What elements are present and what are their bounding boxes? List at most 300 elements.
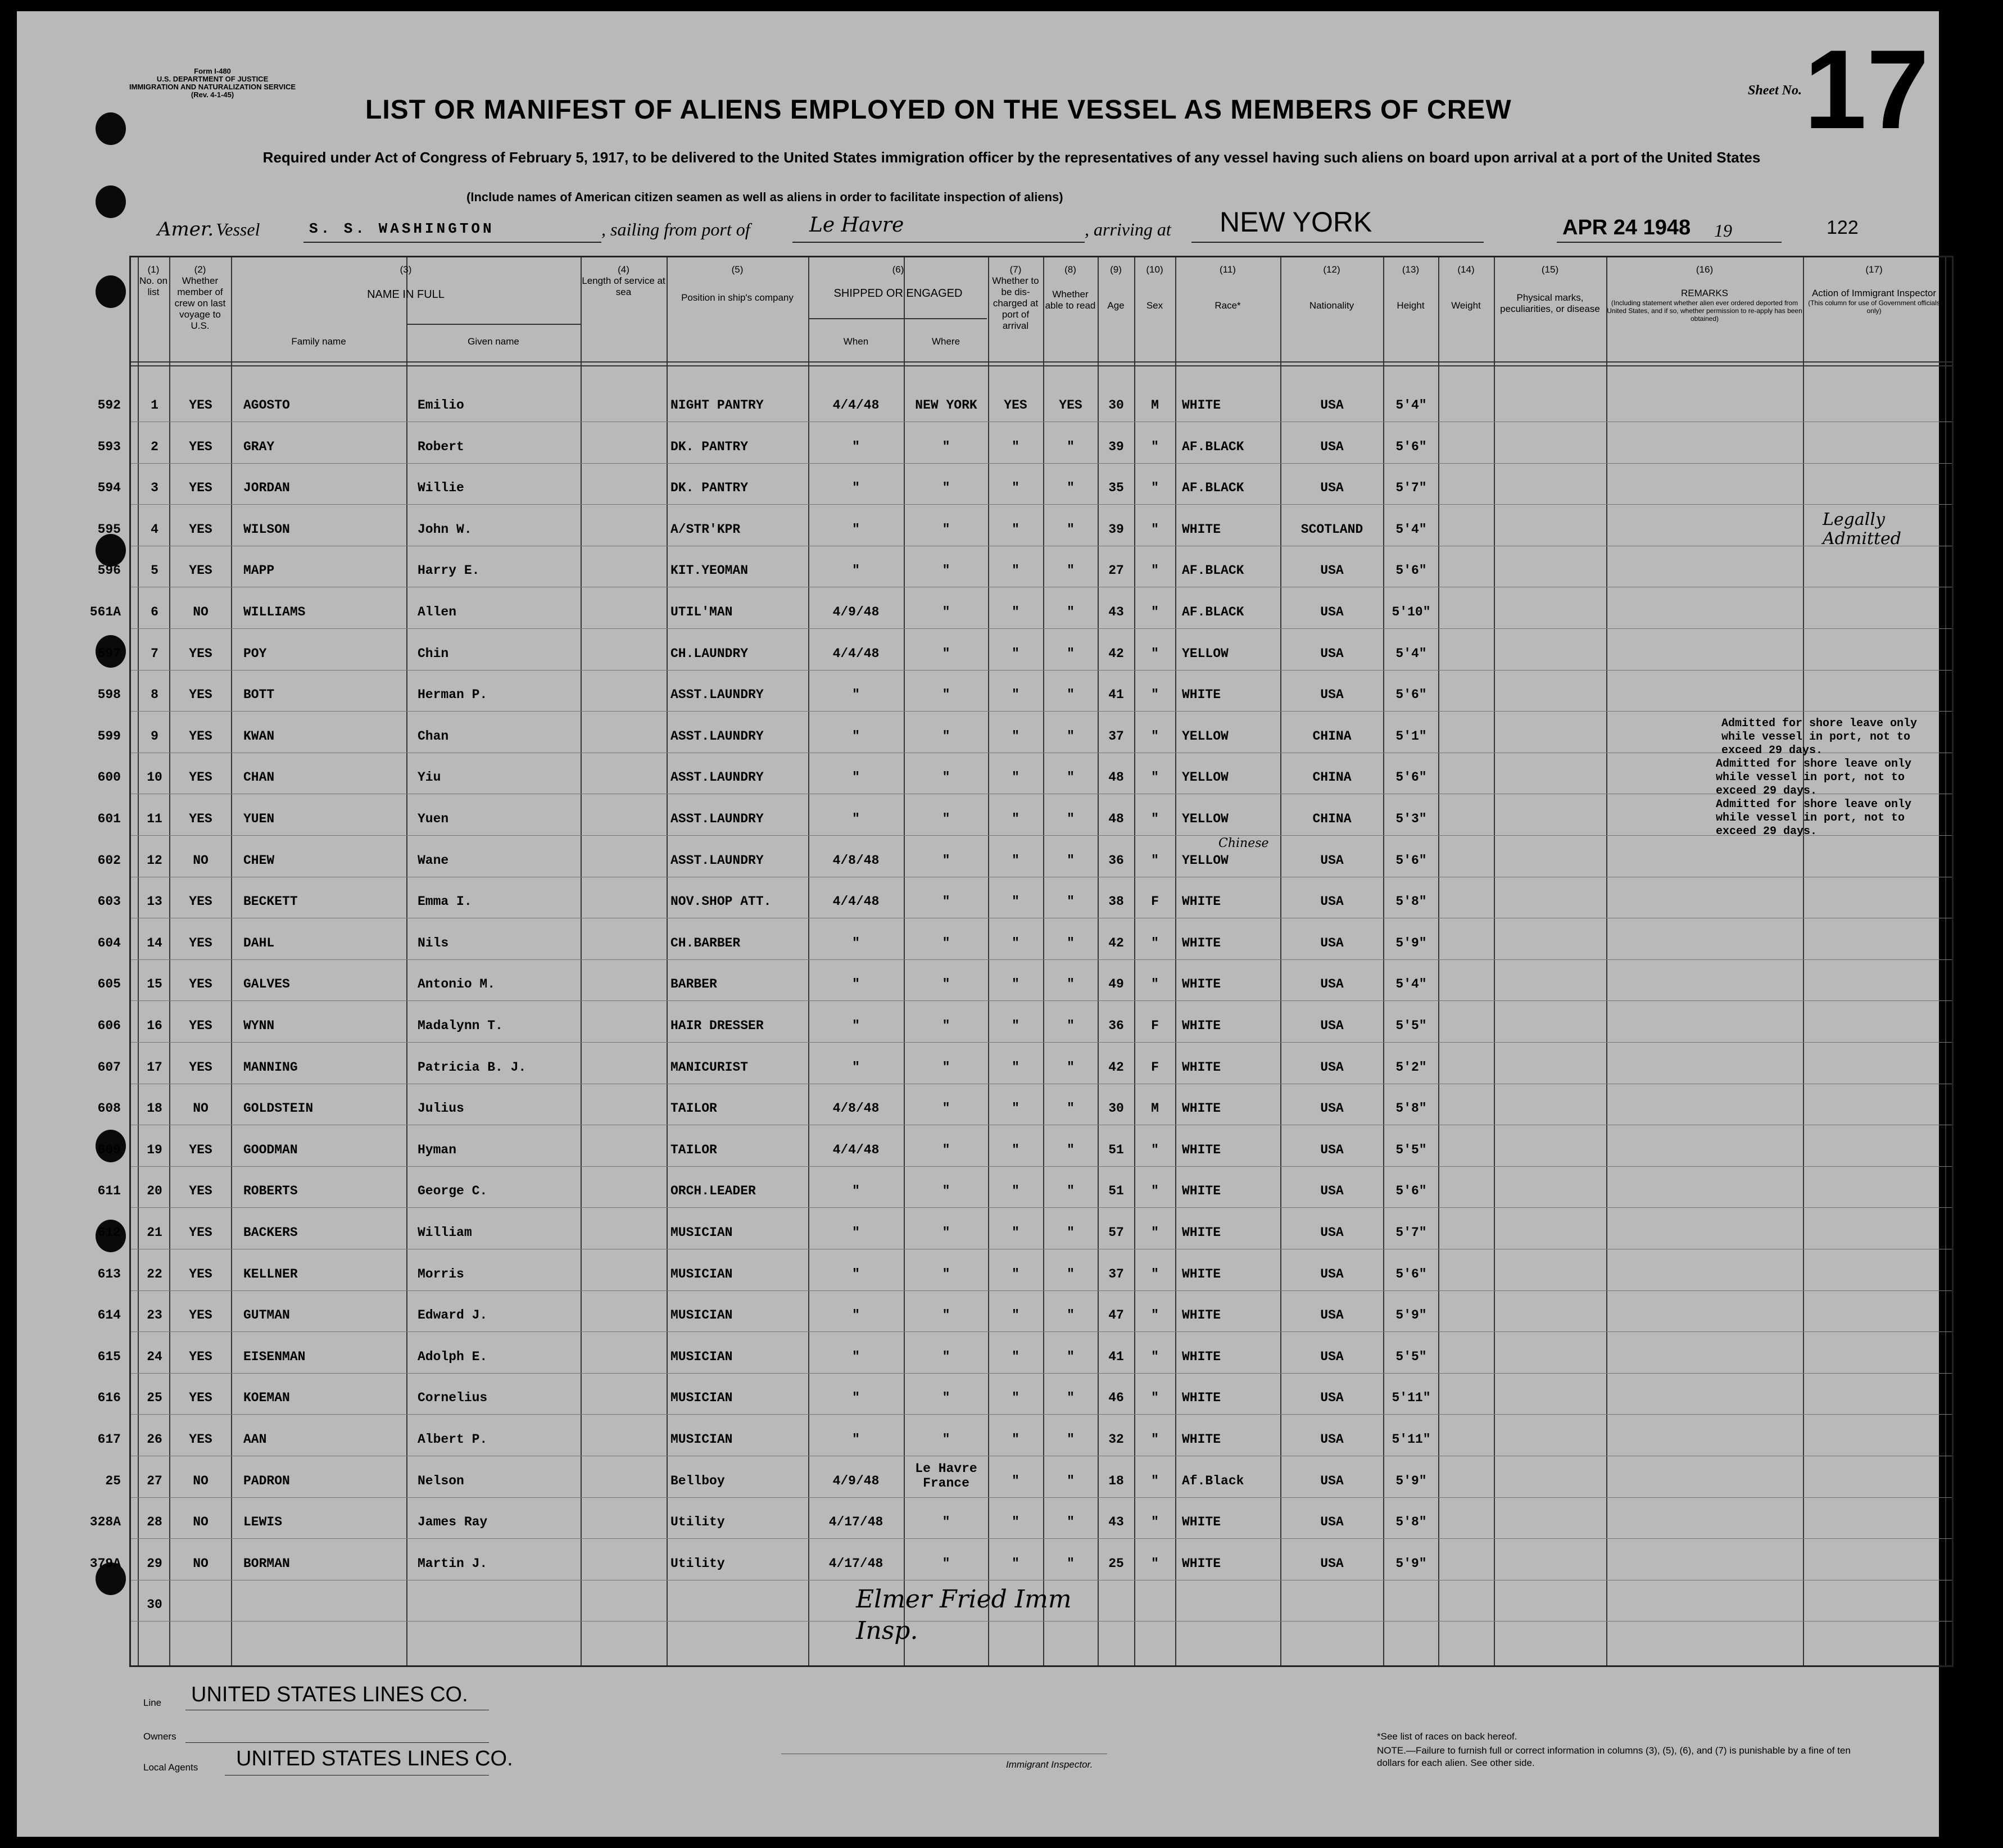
crew-last-voyage: NO	[193, 1515, 209, 1530]
race: WHITE	[1182, 687, 1221, 703]
age: 46	[1108, 1390, 1124, 1406]
given-name: Albert P.	[418, 1432, 488, 1447]
list-number: 7	[151, 646, 158, 661]
shipped-when: 4/9/48	[832, 605, 880, 619]
line-label: Line	[143, 1697, 162, 1708]
list-number: 28	[147, 1515, 162, 1530]
able-to-read: "	[1067, 728, 1075, 744]
nationality: USA	[1320, 687, 1344, 703]
able-to-read: "	[1067, 563, 1075, 578]
sex: "	[1151, 1556, 1159, 1571]
discharged: "	[1012, 1556, 1019, 1571]
position: Bellboy	[670, 1473, 725, 1488]
shipped-where: "	[942, 1349, 950, 1364]
sex: "	[1151, 563, 1159, 578]
sailing-label: , sailing from port of	[601, 219, 750, 239]
race: WHITE	[1182, 1266, 1221, 1281]
crew-last-voyage: NO	[193, 1556, 209, 1571]
shipped-when: "	[852, 1349, 860, 1364]
shipped-where: "	[942, 646, 950, 661]
sex: "	[1151, 977, 1159, 992]
discharged: "	[1012, 977, 1019, 992]
list-number: 27	[147, 1473, 162, 1488]
reference-number: 599	[97, 728, 121, 744]
shipped-when: "	[852, 481, 860, 496]
nationality: USA	[1320, 1473, 1344, 1488]
nationality: USA	[1320, 481, 1344, 496]
sex: "	[1151, 728, 1159, 744]
able-to-read: "	[1067, 1101, 1075, 1116]
reference-number: 607	[97, 1059, 121, 1075]
year-label: 19	[1714, 220, 1732, 241]
list-number: 19	[147, 1142, 162, 1157]
list-number: 23	[147, 1308, 162, 1323]
height: 5'9"	[1395, 1308, 1427, 1323]
able-to-read: "	[1067, 770, 1075, 785]
family-name: WYNN	[243, 1018, 275, 1033]
able-to-read: "	[1067, 1266, 1075, 1281]
able-to-read: "	[1067, 1349, 1075, 1364]
height: 5'5"	[1395, 1349, 1427, 1364]
shipped-where: "	[942, 1266, 950, 1281]
department: U.S. DEPARTMENT OF JUSTICE	[156, 75, 269, 83]
height: 5'11"	[1392, 1390, 1431, 1406]
age: 41	[1108, 1349, 1124, 1364]
crew-last-voyage: YES	[189, 1225, 212, 1240]
list-number: 3	[151, 481, 158, 496]
shipped-when: "	[852, 1308, 860, 1323]
height: 5'6"	[1395, 1184, 1427, 1199]
race: WHITE	[1182, 1142, 1221, 1157]
discharged: "	[1012, 1266, 1019, 1281]
arrival-date-stamp: APR 24 1948	[1562, 216, 1691, 239]
height: 5'5"	[1395, 1018, 1427, 1033]
able-to-read: "	[1067, 646, 1075, 661]
discharged: "	[1012, 481, 1019, 496]
list-number: 10	[147, 770, 162, 785]
race: AF.BLACK	[1182, 481, 1244, 496]
able-to-read: "	[1067, 935, 1075, 950]
able-to-read: "	[1067, 812, 1075, 826]
crew-last-voyage: NO	[193, 853, 209, 868]
revision: (Rev. 4-1-45)	[191, 90, 234, 99]
vessel-name: S. S. WASHINGTON	[309, 220, 495, 237]
reference-number: 612	[97, 1225, 121, 1240]
race: WHITE	[1182, 1308, 1221, 1323]
col4-header: Length of service at sea	[582, 275, 665, 297]
able-to-read: "	[1067, 977, 1075, 992]
reference-number: 606	[97, 1018, 121, 1033]
family-name: MANNING	[243, 1059, 298, 1075]
age: 27	[1108, 563, 1124, 578]
col3-given-header: Given name	[468, 336, 519, 347]
height: 5'9"	[1395, 935, 1427, 950]
family-name: CHAN	[243, 770, 275, 785]
shipped-where: "	[942, 770, 950, 785]
shipped-when: "	[852, 728, 860, 744]
reference-number: 593	[97, 439, 121, 454]
shipped-when: "	[852, 935, 860, 950]
shipped-where: "	[942, 1515, 950, 1530]
given-name: Chin	[418, 646, 449, 661]
service: IMMIGRATION AND NATURALIZATION SERVICE	[129, 83, 296, 91]
race: YELLOW	[1182, 770, 1229, 785]
reference-number: 597	[97, 646, 121, 661]
flag-handwriting: Amer.	[157, 218, 214, 241]
discharged: "	[1012, 1142, 1019, 1157]
height: 5'4"	[1395, 398, 1427, 413]
col8-number: (8)	[1064, 264, 1076, 275]
col13-header: Height	[1397, 300, 1425, 311]
reference-number: 603	[97, 894, 121, 909]
family-name: EISENMAN	[243, 1349, 306, 1364]
col17-header: Action of Immigrant Inspector	[1811, 288, 1937, 298]
race: AF.BLACK	[1182, 563, 1244, 578]
crew-last-voyage: YES	[189, 687, 212, 703]
position: ASST.LAUNDRY	[670, 687, 764, 703]
age: 32	[1108, 1432, 1124, 1447]
reference-number: 604	[97, 935, 121, 950]
reference-number: 608	[97, 1101, 121, 1116]
discharged: "	[1012, 1184, 1019, 1199]
race: WHITE	[1182, 1515, 1221, 1530]
col6-where-header: Where	[931, 336, 960, 347]
sheet-label: Sheet No.	[1748, 83, 1802, 98]
crew-last-voyage: YES	[189, 481, 212, 496]
manifest-sheet	[17, 11, 1939, 1837]
reference-number: 609	[97, 1142, 121, 1157]
shipped-where: "	[942, 687, 950, 703]
race: WHITE	[1182, 1349, 1221, 1364]
position: ORCH.LEADER	[670, 1184, 756, 1199]
able-to-read: "	[1067, 1473, 1075, 1488]
position: NOV.SHOP ATT.	[670, 894, 772, 909]
crew-last-voyage: YES	[189, 1018, 212, 1033]
sex: "	[1151, 770, 1159, 785]
shipped-when: 4/8/48	[832, 853, 880, 868]
col16-header: REMARKS	[1680, 288, 1729, 298]
race: WHITE	[1182, 1225, 1221, 1240]
shipped-where: "	[942, 1059, 950, 1075]
shipped-where: "	[942, 1225, 950, 1240]
given-name: Madalynn T.	[418, 1018, 503, 1033]
inspector-signature: Elmer Fried Imm Insp.	[856, 1585, 1072, 1645]
position: MANICURIST	[670, 1059, 749, 1075]
height: 5'4"	[1395, 646, 1427, 661]
crew-last-voyage: YES	[189, 1184, 212, 1199]
family-name: AAN	[243, 1432, 267, 1447]
age: 42	[1108, 646, 1124, 661]
able-to-read: "	[1067, 1515, 1075, 1530]
height: 5'9"	[1395, 1473, 1427, 1488]
age: 49	[1108, 977, 1124, 992]
race: WHITE	[1182, 1390, 1221, 1406]
list-number: 4	[151, 522, 158, 537]
discharged: "	[1012, 894, 1019, 909]
shipped-when: "	[852, 1390, 860, 1406]
age: 39	[1108, 522, 1124, 537]
age: 37	[1108, 728, 1124, 744]
able-to-read: "	[1067, 687, 1075, 703]
family-name: KELLNER	[243, 1266, 298, 1281]
age: 39	[1108, 439, 1124, 454]
sex: "	[1151, 1432, 1159, 1447]
height: 5'5"	[1395, 1142, 1427, 1157]
family-name: LEWIS	[243, 1515, 283, 1530]
col10-number: (10)	[1146, 264, 1163, 275]
position: MUSICIAN	[670, 1432, 733, 1447]
sex: F	[1151, 1059, 1159, 1075]
discharged: "	[1012, 728, 1019, 744]
given-name: Patricia B. J.	[418, 1059, 527, 1075]
discharged: "	[1012, 1018, 1019, 1033]
voyage-line	[157, 218, 260, 246]
shipped-where: "	[942, 1390, 950, 1406]
race: WHITE	[1182, 1059, 1221, 1075]
list-number: 9	[151, 728, 158, 744]
discharged: "	[1012, 1101, 1019, 1116]
sex: "	[1151, 812, 1159, 826]
position: TAILOR	[670, 1101, 717, 1116]
col7-header: Whether to be dis-charged at port of arrival	[992, 275, 1039, 331]
sex: "	[1151, 481, 1159, 496]
race: WHITE	[1182, 1184, 1221, 1199]
vessel-label: Vessel	[216, 219, 260, 239]
height: 5'8"	[1395, 1515, 1427, 1530]
position: Utility	[670, 1556, 725, 1571]
list-number: 22	[147, 1266, 162, 1281]
punch-hole	[96, 534, 126, 567]
shipped-when: "	[852, 770, 860, 785]
list-number: 30	[147, 1597, 162, 1613]
family-name: JORDAN	[243, 481, 290, 496]
reference-number: 328A	[89, 1515, 121, 1530]
col6-number: (6)	[892, 264, 904, 275]
nationality: USA	[1320, 398, 1344, 413]
given-name: Willie	[418, 481, 464, 496]
family-name: POY	[243, 646, 267, 661]
given-name: Wane	[418, 853, 449, 868]
race: YELLOW	[1182, 812, 1229, 826]
family-name: AGOSTO	[243, 398, 290, 413]
discharged: "	[1012, 1432, 1019, 1447]
shipped-where: NEW YORK	[915, 398, 977, 413]
discharged: "	[1012, 1349, 1019, 1364]
crew-last-voyage: YES	[189, 935, 212, 950]
nationality: CHINA	[1312, 812, 1352, 826]
shipped-where: "	[942, 481, 950, 496]
line-value: UNITED STATES LINES CO.	[191, 1683, 468, 1706]
discharged: "	[1012, 1308, 1019, 1323]
shipped-when: 4/9/48	[832, 1473, 880, 1488]
sex: "	[1151, 1266, 1159, 1281]
family-name: YUEN	[243, 812, 275, 826]
position: TAILOR	[670, 1142, 717, 1157]
col6-header: SHIPPED OR ENGAGED	[833, 287, 963, 300]
race: AF.BLACK	[1182, 439, 1244, 454]
inspector-label: Immigrant Inspector.	[1006, 1759, 1093, 1770]
nationality: USA	[1320, 977, 1344, 992]
age: 25	[1108, 1556, 1124, 1571]
discharged: "	[1012, 563, 1019, 578]
nationality: USA	[1320, 1101, 1344, 1116]
height: 5'7"	[1395, 1225, 1427, 1240]
position: KIT.YEOMAN	[670, 563, 749, 578]
crew-last-voyage: YES	[189, 646, 212, 661]
race-correction-handwriting: Chinese	[1218, 836, 1269, 850]
sex: "	[1151, 1308, 1159, 1323]
height: 5'8"	[1395, 1101, 1427, 1116]
able-to-read: "	[1067, 1225, 1075, 1240]
shipped-where: "	[942, 1142, 950, 1157]
col16-number: (16)	[1696, 264, 1714, 275]
family-name: GALVES	[243, 977, 290, 992]
able-to-read: "	[1067, 1556, 1075, 1571]
height: 5'6"	[1395, 770, 1427, 785]
given-name: Julius	[418, 1101, 464, 1116]
family-name: BECKETT	[243, 894, 298, 909]
reference-number: 594	[97, 481, 121, 496]
reference-number: 600	[97, 770, 121, 785]
age: 42	[1108, 1059, 1124, 1075]
shipped-when: "	[852, 439, 860, 454]
able-to-read: "	[1067, 1184, 1075, 1199]
position: ASST.LAUNDRY	[670, 853, 764, 868]
nationality: USA	[1320, 439, 1344, 454]
given-name: Antonio M.	[418, 977, 496, 992]
position: NIGHT PANTRY	[670, 398, 764, 413]
able-to-read: "	[1067, 1142, 1075, 1157]
given-name: Yiu	[418, 770, 441, 785]
nationality: USA	[1320, 1142, 1344, 1157]
reference-number: 561A	[89, 605, 121, 619]
remark-row-10: Admitted for shore leave only while vessel in port, not to exceed 29 days.	[1716, 758, 1912, 798]
punch-hole	[96, 112, 126, 145]
position: Utility	[670, 1515, 725, 1530]
height: 5'4"	[1395, 522, 1427, 537]
able-to-read: "	[1067, 522, 1075, 537]
col12-header: Nationality	[1309, 300, 1354, 311]
crew-last-voyage: YES	[189, 522, 212, 537]
position: BARBER	[670, 977, 717, 992]
shipped-when: "	[852, 812, 860, 826]
crew-last-voyage: YES	[189, 1390, 212, 1406]
age: 43	[1108, 605, 1124, 619]
nationality: USA	[1320, 1308, 1344, 1323]
shipped-where: "	[942, 439, 950, 454]
given-name: Robert	[418, 439, 464, 454]
sex: "	[1151, 1390, 1159, 1406]
crew-last-voyage: NO	[193, 605, 209, 619]
nationality: CHINA	[1312, 728, 1352, 744]
able-to-read: YES	[1059, 398, 1082, 413]
able-to-read: "	[1067, 439, 1075, 454]
family-name: BOTT	[243, 687, 275, 703]
shipped-when: 4/8/48	[832, 1101, 880, 1116]
family-name: BORMAN	[243, 1556, 290, 1571]
discharged: "	[1012, 1390, 1019, 1406]
given-name: Nelson	[418, 1473, 464, 1488]
sex: "	[1151, 439, 1159, 454]
given-name: Edward J.	[418, 1308, 488, 1323]
col7-number: (7)	[1009, 264, 1022, 275]
position: A/STR'KPR	[670, 522, 741, 537]
race: Af.Black	[1182, 1473, 1244, 1488]
height: 5'6"	[1395, 853, 1427, 868]
discharged: "	[1012, 770, 1019, 785]
age: 30	[1108, 398, 1124, 413]
race: WHITE	[1182, 1432, 1221, 1447]
crew-last-voyage: YES	[189, 1266, 212, 1281]
sex: "	[1151, 853, 1159, 868]
discharged: "	[1012, 1515, 1019, 1530]
crew-last-voyage: YES	[189, 1308, 212, 1323]
crew-last-voyage: NO	[193, 1473, 209, 1488]
able-to-read: "	[1067, 1059, 1075, 1075]
shipped-when: "	[852, 977, 860, 992]
sex: "	[1151, 1515, 1159, 1530]
position: ASST.LAUNDRY	[670, 770, 764, 785]
race: YELLOW	[1182, 853, 1229, 868]
shipped-when: 4/17/48	[828, 1556, 883, 1571]
able-to-read: "	[1067, 481, 1075, 496]
sex: F	[1151, 1018, 1159, 1033]
height: 5'6"	[1395, 439, 1427, 454]
reference-number: 595	[97, 522, 121, 537]
list-number: 1	[151, 398, 158, 413]
age: 48	[1108, 770, 1124, 785]
discharged: "	[1012, 439, 1019, 454]
position: HAIR DRESSER	[670, 1018, 764, 1033]
shipped-where: "	[942, 812, 950, 826]
crew-last-voyage: YES	[189, 770, 212, 785]
discharged: "	[1012, 935, 1019, 950]
discharged: "	[1012, 1059, 1019, 1075]
list-number: 29	[147, 1556, 162, 1571]
family-name: KWAN	[243, 728, 275, 744]
given-name: Yuen	[418, 812, 449, 826]
family-name: ROBERTS	[243, 1184, 298, 1199]
age: 18	[1108, 1473, 1124, 1488]
sex: "	[1151, 1349, 1159, 1364]
nationality: USA	[1320, 935, 1344, 950]
list-number: 11	[147, 812, 162, 826]
discharged: "	[1012, 605, 1019, 619]
position: CH.BARBER	[670, 935, 741, 950]
list-number: 18	[147, 1101, 162, 1116]
crew-last-voyage: NO	[193, 1101, 209, 1116]
shipped-when: 4/4/48	[832, 1142, 880, 1157]
able-to-read: "	[1067, 605, 1075, 619]
position: DK. PANTRY	[670, 439, 749, 454]
shipped-when: "	[852, 1266, 860, 1281]
age: 41	[1108, 687, 1124, 703]
col1-header: No. on list	[139, 275, 168, 297]
arriving-label: , arriving at	[1085, 219, 1171, 239]
include-note: (Include names of American citizen seamen as well as aliens in order to facilitate inspection of aliens)	[466, 190, 1063, 204]
col14-header: Weight	[1451, 300, 1481, 311]
family-name: CHEW	[243, 853, 275, 868]
shipped-where: "	[942, 935, 950, 950]
able-to-read: "	[1067, 853, 1075, 868]
given-name: Nils	[418, 935, 449, 950]
crew-last-voyage: YES	[189, 812, 212, 826]
height: 5'11"	[1392, 1432, 1431, 1447]
col17-number: (17)	[1865, 264, 1883, 275]
list-number: 14	[147, 935, 162, 950]
family-name: WILSON	[243, 522, 290, 537]
reference-number: 613	[97, 1266, 121, 1281]
